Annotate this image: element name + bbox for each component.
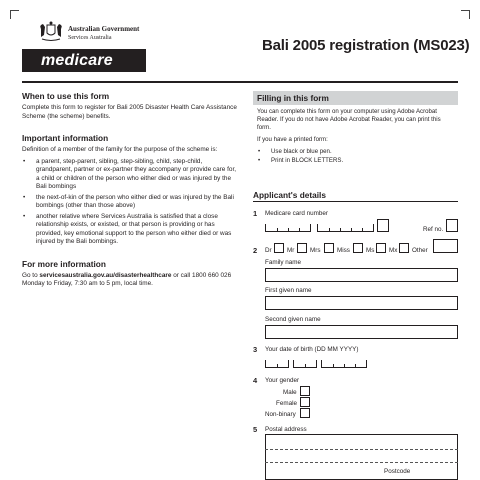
- title-dr-checkbox[interactable]: [274, 243, 284, 253]
- title-miss-label: Miss: [337, 247, 350, 254]
- crop-mark-top-right: [461, 10, 470, 19]
- title-mx-label: Mx: [389, 247, 398, 254]
- q4-number: 4: [253, 376, 258, 385]
- more-info-body: [22, 272, 237, 289]
- first-given-name-label: First given name: [265, 287, 312, 294]
- dob-month[interactable]: [293, 360, 317, 368]
- gender-female-label: Female: [276, 400, 297, 407]
- second-given-name-input[interactable]: [265, 325, 458, 339]
- important-section: [22, 133, 237, 247]
- important-bullet: • the next-of-kin of the person who either died or was injured by the Bali bombings (other than those above): [22, 194, 237, 211]
- gov-line-1: Australian Government: [68, 25, 140, 33]
- when-section: [22, 91, 237, 121]
- gender-nonbinary-label: Non-binary: [265, 411, 296, 418]
- australian-coat-of-arms-icon: [37, 21, 65, 43]
- more-info-post: or call 1800 660 026 Monday to Friday, 7:30 am to 5 pm, local time.: [22, 271, 232, 287]
- left-column: [22, 91, 237, 301]
- q1-number: 1: [253, 209, 258, 218]
- when-heading: When to use this form: [22, 91, 110, 101]
- postal-address-input[interactable]: [265, 434, 458, 480]
- filling-in-panel: [253, 91, 458, 185]
- medicare-card-digit-10[interactable]: [377, 219, 389, 232]
- filling-p2: If you have a printed form:: [257, 136, 328, 143]
- gender-male-checkbox[interactable]: [300, 386, 310, 396]
- header-divider: [22, 81, 458, 83]
- postal-address-label: Postal address: [265, 426, 307, 433]
- applicant-heading: Applicant's details: [253, 190, 326, 200]
- dob-year[interactable]: [321, 360, 367, 368]
- first-given-name-input[interactable]: [265, 296, 458, 310]
- title-mrs-label: Mrs: [310, 247, 321, 254]
- title-miss-checkbox[interactable]: [353, 243, 363, 253]
- postcode-label: Postcode: [384, 468, 411, 475]
- gender-female-checkbox[interactable]: [300, 397, 310, 407]
- title-ms-checkbox[interactable]: [376, 243, 386, 253]
- filling-heading: Filling in this form: [253, 91, 458, 105]
- crop-mark-top-left: [10, 10, 19, 19]
- q2-number: 2: [253, 246, 258, 255]
- gender-male-label: Male: [283, 389, 297, 396]
- form-title: Bali 2005 registration (MS023): [262, 37, 470, 54]
- address-line-divider: [265, 462, 458, 463]
- dob-label: Your date of birth (DD MM YYYY): [265, 346, 359, 353]
- title-dr-label: Dr: [265, 247, 272, 254]
- more-info-section: [22, 259, 237, 289]
- q5-number: 5: [253, 425, 258, 434]
- filling-bullet: • Use black or blue pen.: [257, 148, 454, 156]
- important-bullet: • another relative where Services Australia is satisfied that a close relationship exists, or existed, or that person is providing or has provided, key emotional support to the person who either died or was injured by the Bali bombings.: [22, 213, 237, 247]
- medicare-card-label: Medicare card number: [265, 210, 328, 217]
- medicare-card-group-2[interactable]: [317, 224, 374, 232]
- more-info-pre: Go to: [22, 271, 40, 279]
- when-body: Complete this form to register for Bali 2005 Disaster Health Care Assistance Scheme (the scheme) benefits.: [22, 104, 237, 120]
- title-mx-checkbox[interactable]: [399, 243, 409, 253]
- family-name-input[interactable]: [265, 268, 458, 282]
- title-mrs-checkbox[interactable]: [324, 243, 334, 253]
- ref-no-label: Ref no.: [423, 226, 444, 233]
- medicare-logo: medicare: [22, 49, 146, 72]
- title-mr-label: Mr: [287, 247, 295, 254]
- important-heading: Important information: [22, 133, 109, 143]
- filling-p1: You can complete this form on your computer using Adobe Acrobat Reader. If you do not have Adobe Acrobat Reader, you can print this form.: [257, 108, 441, 131]
- gov-line-2: Services Australia: [68, 35, 112, 41]
- gender-nonbinary-checkbox[interactable]: [300, 408, 310, 418]
- applicant-divider: [253, 201, 458, 202]
- medicare-card-group-1[interactable]: [265, 224, 311, 232]
- title-other-input[interactable]: [433, 239, 458, 253]
- second-given-name-label: Second given name: [265, 316, 321, 323]
- filling-bullet: • Print in BLOCK LETTERS.: [257, 157, 454, 165]
- ref-no-input[interactable]: [446, 219, 458, 232]
- gender-label: Your gender: [265, 377, 300, 384]
- title-other-label: Other: [412, 247, 428, 254]
- website-link[interactable]: servicesaustralia.gov.au/disasterhealthcare: [39, 271, 172, 279]
- dob-day[interactable]: [265, 360, 289, 368]
- q3-number: 3: [253, 345, 258, 354]
- address-line-divider: [265, 449, 458, 450]
- important-bullet: • a parent, step-parent, sibling, step-sibling, child, step-child, grandparent, partner or ex-partner they accompany or provide care for, a child or children of the person who either died or was injured by the Bali bombings: [22, 158, 237, 192]
- more-info-heading: For more information: [22, 258, 106, 269]
- important-intro: Definition of a member of the family for the purpose of the scheme is:: [22, 146, 218, 153]
- title-ms-label: Ms: [366, 247, 375, 254]
- title-mr-checkbox[interactable]: [297, 243, 307, 253]
- family-name-label: Family name: [265, 259, 302, 266]
